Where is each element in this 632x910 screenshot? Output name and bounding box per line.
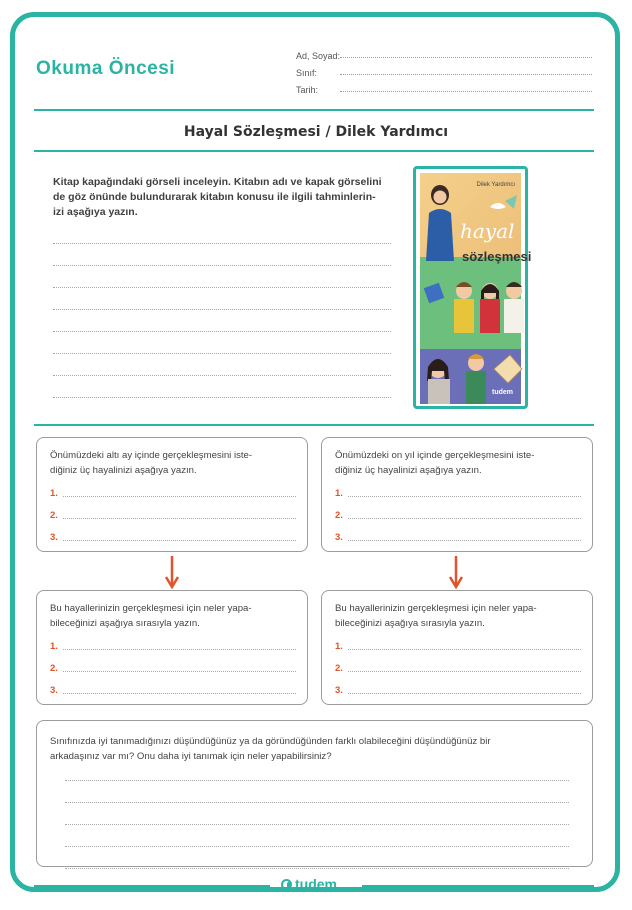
friend-answer-lines[interactable] [65, 759, 569, 869]
intro-line: izi aşağıya yazın. [53, 206, 138, 218]
class-field-label: Sınıf: [296, 68, 318, 78]
steps-prompt [50, 601, 252, 631]
student-info-fields [296, 44, 592, 95]
answer-line[interactable] [53, 288, 391, 310]
answer-line[interactable] [53, 332, 391, 354]
date-field-line[interactable] [340, 91, 592, 92]
prompt-line: Önümüzdeki altı ay içinde gerçekleşmesini iste- [50, 450, 253, 461]
date-field[interactable] [296, 78, 592, 95]
answer-line[interactable] [53, 354, 391, 376]
footer-rule-right [362, 885, 594, 887]
prompt-line: Önümüzdeki on yıl içinde gerçekleşmesini iste- [335, 450, 535, 461]
answer-line[interactable] [63, 496, 296, 497]
intro-instructions [53, 175, 395, 220]
cover-author: Dilek Yardımcı [476, 182, 515, 188]
answer-item-2[interactable] [50, 663, 296, 674]
cover-brand: tudem [492, 389, 513, 396]
answer-line[interactable] [53, 310, 391, 332]
ten-year-dreams-box [321, 437, 593, 552]
item-number: 1. [50, 488, 58, 499]
answer-line[interactable] [65, 847, 569, 869]
footer-rule-left [34, 885, 270, 887]
answer-item-3[interactable] [335, 685, 581, 696]
answer-line[interactable] [63, 518, 296, 519]
cover-title-line2: sözleşmesi [462, 249, 532, 264]
answer-item-3[interactable] [50, 685, 296, 696]
answer-item-1[interactable] [335, 641, 581, 652]
answer-item-3[interactable] [335, 532, 581, 543]
answer-line[interactable] [65, 781, 569, 803]
answer-item-1[interactable] [50, 488, 296, 499]
name-field-line[interactable] [340, 57, 592, 58]
answer-line[interactable] [53, 222, 391, 244]
book-cover [420, 173, 532, 402]
prompt-line: bileceğinizi aşağıya sırasıyla yazın. [335, 618, 485, 629]
item-number: 2. [335, 510, 343, 521]
intro-line: de göz önünde bulundurarak kitabın konusu ile ilgili tahminlerin- [53, 191, 376, 203]
answer-line[interactable] [348, 693, 581, 694]
answer-line[interactable] [348, 496, 581, 497]
answer-line[interactable] [63, 540, 296, 541]
divider-under-title [34, 150, 594, 152]
item-number: 3. [335, 532, 343, 543]
answer-line[interactable] [63, 693, 296, 694]
answer-item-2[interactable] [335, 510, 581, 521]
item-number: 1. [335, 641, 343, 652]
name-field-label: Ad, Soyad: [296, 51, 341, 61]
six-month-prompt [50, 448, 252, 478]
publisher-name: tudem [295, 876, 337, 892]
prompt-line: bileceğinizi aşağıya sırasıyla yazın. [50, 618, 200, 629]
answer-item-3[interactable] [50, 532, 296, 543]
answer-line[interactable] [65, 759, 569, 781]
answer-item-1[interactable] [50, 641, 296, 652]
answer-line[interactable] [65, 825, 569, 847]
prompt-line: Sınıfınızda iyi tanımadığınızı düşündüğünüz ya da göründüğünden farklı olabileceğini düşündüğünüz bir [50, 736, 491, 747]
friend-question-box [36, 720, 593, 867]
class-field-line[interactable] [340, 74, 592, 75]
item-number: 1. [335, 488, 343, 499]
name-field[interactable] [296, 44, 592, 61]
cover-title-line1: hayal [460, 219, 515, 243]
steps-box-left [36, 590, 308, 705]
answer-item-2[interactable] [335, 663, 581, 674]
prompt-line: Bu hayallerinizin gerçekleşmesi için neler yapa- [50, 603, 252, 614]
answer-item-2[interactable] [50, 510, 296, 521]
prediction-answer-lines[interactable] [53, 222, 391, 398]
item-number: 2. [50, 663, 58, 674]
prompt-line: Bu hayallerinizin gerçekleşmesi için neler yapa- [335, 603, 537, 614]
prompt-line: diğiniz üç hayalinizi aşağıya yazın. [335, 465, 482, 476]
answer-line[interactable] [53, 266, 391, 288]
item-number: 2. [50, 510, 58, 521]
answer-line[interactable] [65, 803, 569, 825]
item-number: 3. [50, 685, 58, 696]
prompt-line: arkadaşınız var mı? Onu daha iyi tanımak için neler yapabilirsiniz? [50, 751, 332, 762]
ten-year-prompt [335, 448, 534, 478]
answer-line[interactable] [348, 671, 581, 672]
answer-line[interactable] [348, 518, 581, 519]
intro-line: Kitap kapağındaki görseli inceleyin. Kitabın adı ve kapak görselini [53, 176, 382, 188]
divider-top [34, 109, 594, 111]
answer-line[interactable] [63, 671, 296, 672]
arrow-down-icon [165, 555, 179, 589]
publisher-logo [281, 876, 337, 892]
tudem-logo-icon [281, 879, 292, 890]
item-number: 1. [50, 641, 58, 652]
answer-line[interactable] [348, 649, 581, 650]
answer-line[interactable] [53, 376, 391, 398]
six-month-dreams-box [36, 437, 308, 552]
item-number: 3. [335, 685, 343, 696]
answer-line[interactable] [63, 649, 296, 650]
item-number: 2. [335, 663, 343, 674]
answer-item-1[interactable] [335, 488, 581, 499]
steps-prompt [335, 601, 537, 631]
steps-box-right [321, 590, 593, 705]
class-field[interactable] [296, 61, 592, 78]
divider-middle [34, 424, 594, 426]
book-title: Hayal Sözleşmesi / Dilek Yardımcı [183, 124, 449, 140]
arrow-down-icon [449, 555, 463, 589]
answer-line[interactable] [348, 540, 581, 541]
prompt-line: diğiniz üç hayalinizi aşağıya yazın. [50, 465, 197, 476]
page-title: Okuma Öncesi [36, 58, 176, 79]
cover-illustration [420, 173, 523, 404]
item-number: 3. [50, 532, 58, 543]
date-field-label: Tarih: [296, 85, 319, 95]
book-cover-image [413, 166, 532, 409]
answer-line[interactable] [53, 244, 391, 266]
